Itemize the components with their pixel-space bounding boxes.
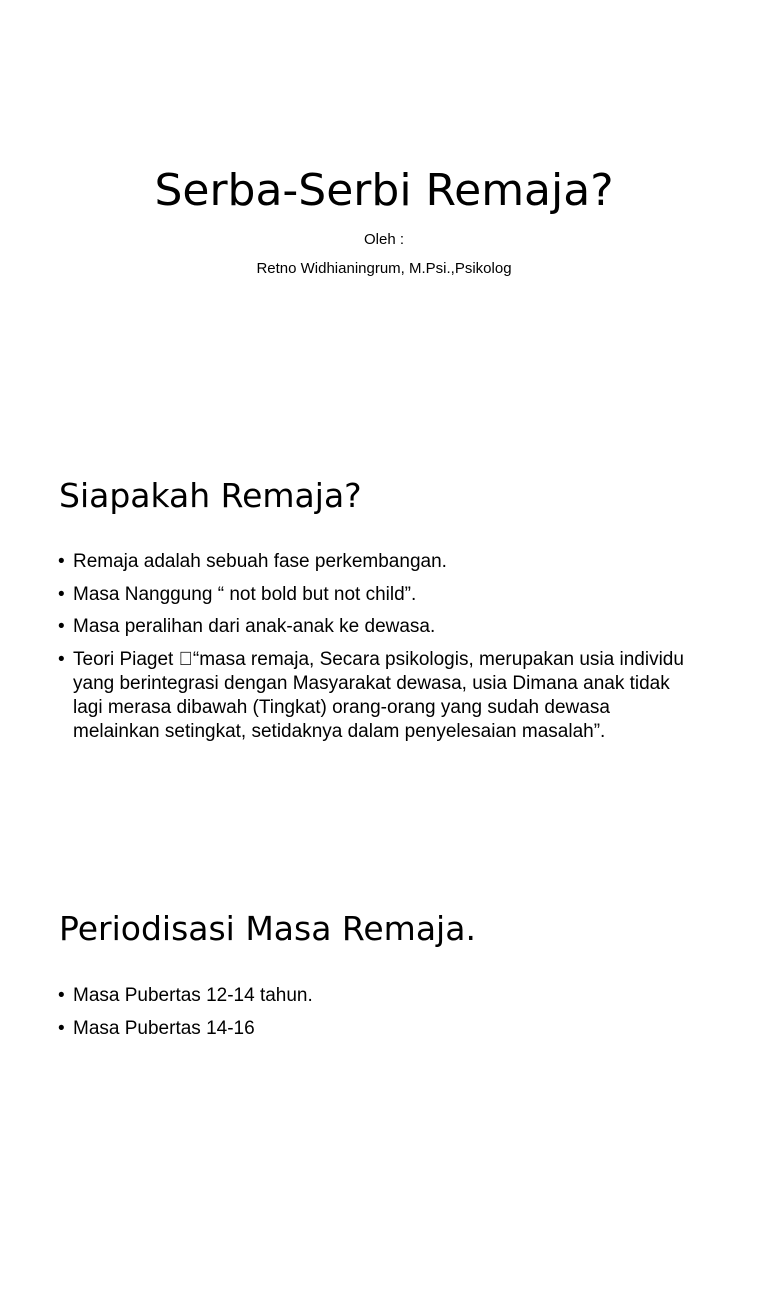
bullet-marker: • [58, 616, 65, 637]
list-item-text: Teori Piaget “masa remaja, Secara psikologis, merupakan usia individu yang berintegrasi dengan Masyarakat dewasa, usia Dimana anak tidak lagi merasa dibawah (Tingkat) orang-orang yang sudah dewasa melainkan setingkat, setidaknya dalam penyelesaian masalah”. [73, 648, 670, 742]
list-item-text: Masa peralihan dari anak-anak ke dewasa. [73, 616, 436, 637]
slide-periodisasi [0, 864, 768, 1296]
list-item-text: Remaja adalah sebuah fase perkembangan. [73, 551, 447, 572]
list-item [58, 583, 698, 607]
slide-heading: Periodisasi Masa Remaja. [59, 909, 476, 948]
list-item [58, 1017, 698, 1041]
list-item [58, 550, 698, 574]
author-label: Oleh : [363, 231, 405, 248]
list-item-text: Masa Nanggung “ not bold but not child”. [73, 583, 417, 605]
bullet-marker: • [58, 1017, 65, 1039]
bullet-marker: • [58, 551, 65, 572]
list-item-text: Masa Pubertas 12-14 tahun. [73, 985, 313, 1006]
slide-siapakah-remaja [0, 432, 768, 864]
bullet-marker: • [58, 648, 65, 670]
bullet-list [58, 984, 698, 1049]
bullet-marker: • [58, 985, 65, 1006]
list-item-text: Masa Pubertas 14-16 [73, 1017, 255, 1039]
list-item [58, 984, 698, 1008]
list-item [58, 615, 698, 639]
bullet-marker: • [58, 583, 65, 605]
list-item [58, 648, 698, 744]
slide-heading: Siapakah Remaja? [59, 476, 362, 515]
slide-title [0, 0, 768, 432]
bullet-list [58, 550, 698, 752]
author-name: Retno Widhianingrum, M.Psi.,Psikolog [256, 260, 512, 277]
presentation-title: Serba-Serbi Remaja? [154, 165, 614, 216]
